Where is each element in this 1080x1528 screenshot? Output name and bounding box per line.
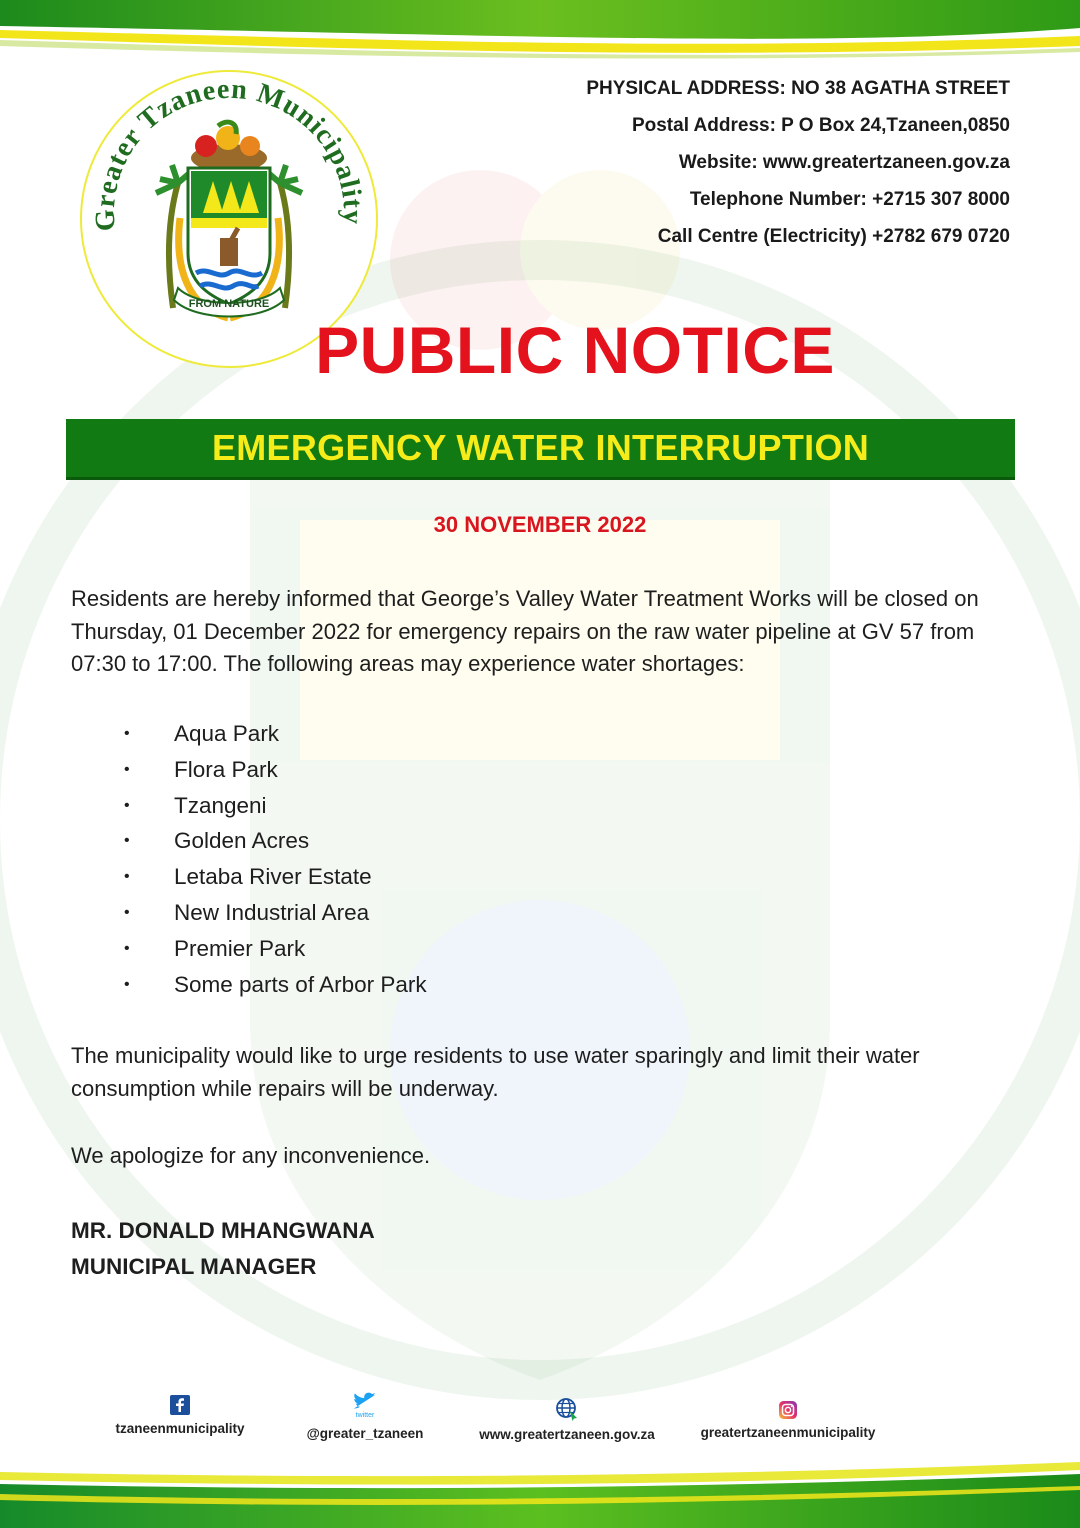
list-item [110,859,427,895]
bullet: • [124,832,130,850]
bullet: • [124,975,130,993]
list-item [110,788,427,824]
signatory-name: MR. DONALD MHANGWANA [71,1218,375,1243]
facebook-link[interactable] [100,1395,260,1436]
notice-banner [66,419,1015,480]
area-name: Tzangeni [174,792,267,818]
website-text: Website: www.greatertzaneen.gov.za [678,152,1010,173]
notice-banner-text: EMERGENCY WATER INTERRUPTION [211,427,870,468]
facebook-icon [170,1395,190,1415]
bullet: • [124,725,130,742]
bullet: • [124,903,130,921]
bullet: • [124,868,130,886]
contact-details [586,70,1010,255]
bullet: • [124,796,130,814]
call-centre-number: Call Centre (Electricity) +2782 679 0720 [657,226,1010,247]
physical-address: PHYSICAL ADDRESS: NO 38 AGATHA STREET [586,78,1010,99]
bullet: • [124,939,130,957]
intro-paragraph: Residents are hereby informed that George’s Valley Water Treatment Works will be closed on Thursday, 01 December 2022 for emergency repairs on the raw water pipeline at GV 57 from 07:30 to 17:00. The following areas may experience water shortages: [71,586,979,676]
website-url: www.greatertzaneen.gov.za [479,1427,655,1442]
list-item [110,752,427,788]
instagram-icon [779,1401,797,1419]
instagram-link[interactable] [696,1401,880,1440]
page-title: PUBLIC NOTICE [315,313,835,387]
list-item [110,716,427,752]
globe-icon [555,1397,579,1421]
list-item [110,823,427,859]
area-name: Letaba River Estate [174,864,372,890]
twitter-icon-label: twitter [355,1412,375,1419]
list-item [110,895,427,931]
signature-block [71,1213,375,1285]
area-name: Golden Acres [174,828,310,854]
top-decorative-band [0,0,1080,60]
area-name: Some parts of Arbor Park [174,971,427,997]
twitter-handle: @greater_tzaneen [306,1426,424,1441]
instagram-handle: greatertzaneenmunicipality [700,1425,876,1440]
area-name: Flora Park [174,756,278,782]
signatory-title: MUNICIPAL MANAGER [71,1254,317,1279]
postal-address: Postal Address: P O Box 24,Tzaneen,0850 [631,115,1010,136]
area-name: Premier Park [174,935,306,961]
bullet: • [124,760,130,778]
website-link[interactable] [478,1397,656,1442]
twitter-icon [350,1392,380,1412]
twitter-link[interactable] [290,1392,440,1441]
urge-paragraph: The municipality would like to urge residents to use water sparingly and limit their water consumption while repairs will be underway. [71,1043,920,1101]
bottom-decorative-band [0,1458,1080,1528]
facebook-handle: tzaneenmunicipality [115,1421,245,1436]
area-name: Aqua Park [174,721,280,746]
telephone-number: Telephone Number: +2715 307 8000 [689,189,1010,210]
logo-motto: FROM NATURE [188,298,270,310]
area-name: New Industrial Area [174,899,370,925]
notice-date: 30 NOVEMBER 2022 [433,512,647,537]
apology-text: We apologize for any inconvenience. [71,1143,431,1168]
logo-ring-text: Greater Tzaneen Municipality [89,73,369,232]
affected-areas-list [110,716,427,1002]
list-item [110,931,427,967]
list-item [110,967,427,1003]
